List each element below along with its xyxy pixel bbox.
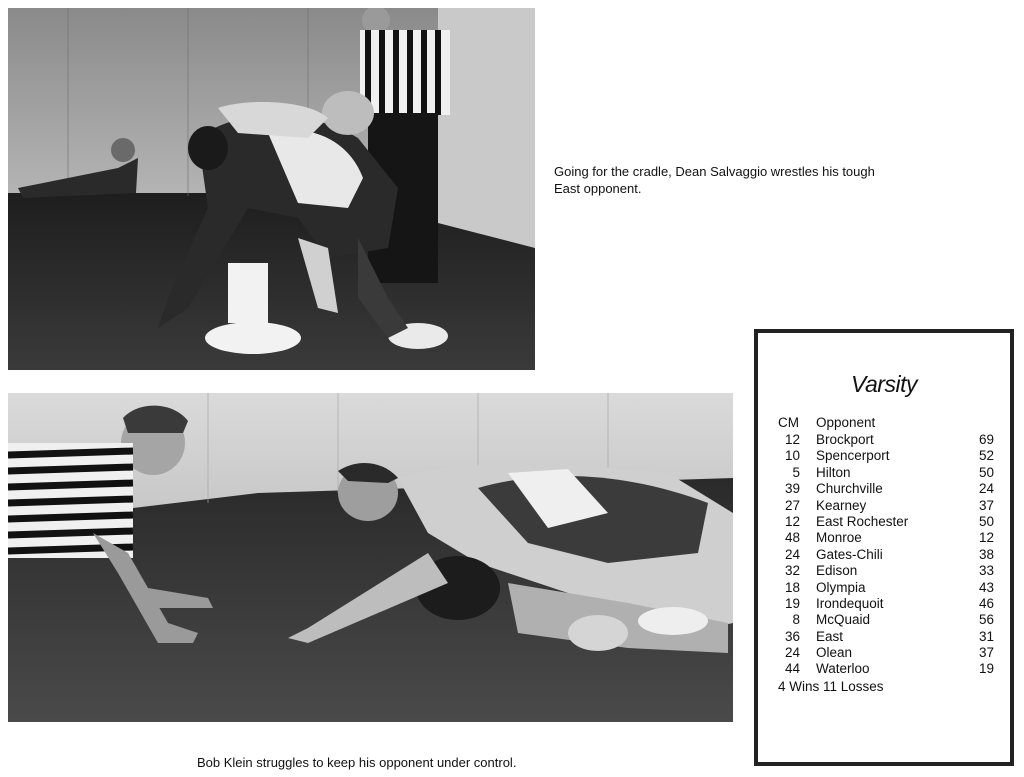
- row-opponent-score: 43: [978, 579, 994, 595]
- row-opponent: Gates-Chili: [816, 546, 883, 562]
- wrestling-photo-top: [8, 8, 535, 370]
- row-opponent: Irondequoit: [816, 595, 884, 611]
- record-row: [778, 661, 998, 677]
- record-row: [778, 580, 998, 596]
- record-row: [778, 596, 998, 612]
- row-cm-score: 24: [784, 645, 800, 661]
- row-cm-score: 48: [784, 530, 800, 546]
- row-opponent: Hilton: [816, 464, 851, 480]
- photo-bottom-illustration: [8, 393, 733, 722]
- row-opponent-score: 69: [978, 432, 994, 447]
- record-row: [778, 432, 998, 448]
- row-cm-score: 39: [784, 481, 800, 497]
- row-opponent: Olean: [816, 645, 853, 661]
- record-row: [778, 547, 998, 563]
- row-opponent: East Rochester: [816, 513, 909, 529]
- row-opponent: Kearney: [816, 497, 867, 513]
- row-opponent: Waterloo: [816, 661, 870, 677]
- row-opponent: East: [816, 628, 844, 644]
- row-opponent-score: 33: [978, 563, 994, 579]
- row-opponent-score: 46: [978, 595, 994, 611]
- row-cm-score: 12: [784, 432, 800, 447]
- photo-bottom-caption: Bob Klein struggles to keep his opponent under control.: [197, 755, 517, 770]
- record-row: [778, 498, 998, 514]
- row-opponent: Monroe: [816, 530, 862, 546]
- row-cm-score: 19: [784, 595, 800, 611]
- row-opponent: Churchville: [816, 481, 883, 497]
- record-title: Varsity: [851, 371, 917, 397]
- varsity-record-box: [754, 329, 1014, 766]
- header-opponent: Opponent: [816, 415, 876, 430]
- row-opponent-score: 50: [978, 513, 994, 529]
- row-opponent-score: 24: [978, 481, 994, 497]
- photo-top-illustration: [8, 8, 535, 370]
- row-cm-score: 10: [784, 448, 800, 464]
- wrestling-photo-bottom: [8, 393, 733, 722]
- record-summary: 4 Wins 11 Losses: [778, 679, 884, 694]
- row-opponent-score: 56: [978, 612, 994, 628]
- row-opponent: McQuaid: [816, 612, 871, 628]
- row-opponent-score: 38: [978, 546, 994, 562]
- row-opponent-score: 37: [978, 645, 994, 661]
- photo-top-caption: Going for the cradle, Dean Salvaggio wrestles his tough East opponent.: [554, 164, 875, 196]
- row-opponent: Olympia: [816, 579, 866, 595]
- row-cm-score: 5: [792, 464, 800, 480]
- row-cm-score: 36: [784, 628, 800, 644]
- record-row: [778, 530, 998, 546]
- row-opponent: Edison: [816, 563, 858, 579]
- record-row: [778, 612, 998, 628]
- row-opponent-score: 52: [978, 448, 994, 464]
- record-row: [778, 465, 998, 481]
- row-cm-score: 44: [784, 661, 800, 677]
- record-header: [778, 415, 875, 430]
- record-row: [778, 448, 998, 464]
- row-cm-score: 18: [784, 579, 800, 595]
- row-opponent-score: 31: [978, 628, 994, 644]
- record-row: [778, 481, 998, 497]
- record-row: [778, 629, 998, 645]
- row-cm-score: 27: [784, 497, 800, 513]
- record-row: [778, 563, 998, 579]
- row-opponent-score: 19: [978, 661, 994, 677]
- row-opponent: Spencerport: [816, 448, 890, 464]
- row-opponent-score: 12: [978, 530, 994, 546]
- row-opponent: Brockport: [816, 432, 874, 447]
- row-opponent-score: 50: [978, 464, 994, 480]
- record-table: [778, 432, 998, 678]
- record-row: [778, 514, 998, 530]
- row-cm-score: 12: [784, 513, 800, 529]
- row-opponent-score: 37: [978, 497, 994, 513]
- row-cm-score: 8: [792, 612, 800, 628]
- header-cm: CM: [778, 415, 799, 430]
- row-cm-score: 32: [784, 563, 800, 579]
- record-row: [778, 645, 998, 661]
- row-cm-score: 24: [784, 546, 800, 562]
